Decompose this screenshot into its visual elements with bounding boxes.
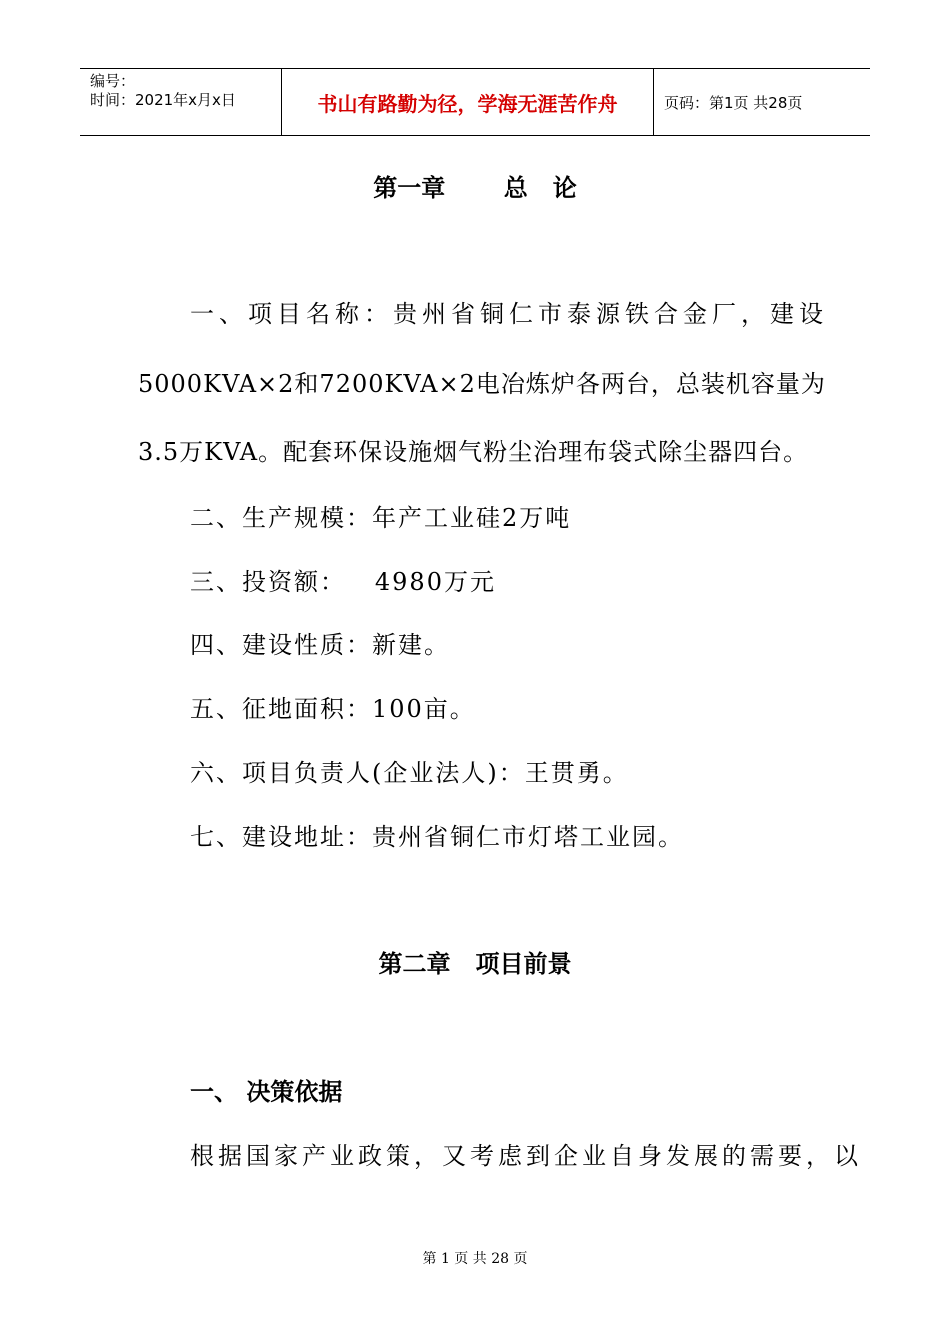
project-name-line-3: 3.5万KVA。配套环保设施烟气粉尘治理布袋式除尘器四台。 bbox=[138, 438, 809, 466]
header-motto: 书山有路勤为径，学海无涯苦作舟 bbox=[282, 69, 654, 135]
decision-basis-text: 根据国家产业政策，又考虑到企业自身发展的需要，以 bbox=[190, 1142, 862, 1170]
project-leader: 六、项目负责人(企业法人)：王贯勇。 bbox=[190, 759, 629, 787]
investment-amount: 三、投资额： 4980万元 bbox=[190, 568, 496, 596]
document-number-label: 编号： bbox=[90, 72, 136, 90]
production-scale: 二、生产规模：年产工业硅2万吨 bbox=[190, 504, 572, 532]
document-date-label: 时间：2021年x月x日 bbox=[90, 91, 236, 109]
construction-address: 七、建设地址：贵州省铜仁市灯塔工业园。 bbox=[190, 823, 684, 851]
header-page-label: 页码：第1页 共28页 bbox=[664, 93, 803, 112]
header-table bbox=[80, 68, 870, 136]
land-area: 五、征地面积：100亩。 bbox=[190, 695, 476, 723]
construction-nature: 四、建设性质：新建。 bbox=[190, 631, 450, 659]
chapter-1-title: 第一章 总 论 bbox=[373, 174, 577, 202]
header-meta-cell bbox=[80, 69, 282, 135]
chapter-2-title: 第二章 项目前景 bbox=[378, 950, 572, 978]
page-footer: 第 1 页 共 28 页 bbox=[422, 1251, 528, 1267]
section-decision-basis-heading: 一、 决策依据 bbox=[190, 1078, 343, 1106]
project-name-line-1: 一、项目名称：贵州省铜仁市泰源铁合金厂，建设 bbox=[190, 300, 828, 328]
project-name-line-2: 5000KVA×2和7200KVA×2电冶炼炉各两台，总装机容量为 bbox=[138, 370, 826, 398]
